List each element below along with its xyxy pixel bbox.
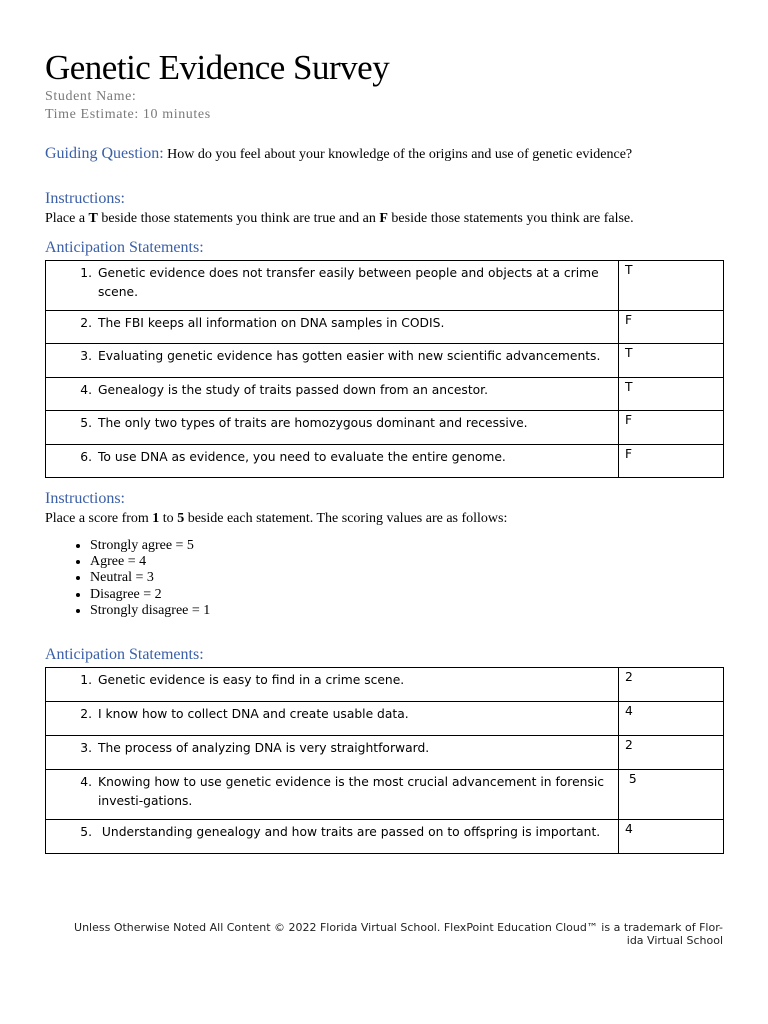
table-row: 4. Knowing how to use genetic evidence is the most crucial advancement in forensic investi-gations. 5 <box>46 770 724 820</box>
guiding-question <box>45 145 632 163</box>
anticipation-heading-2: Anticipation Statements: <box>45 646 204 663</box>
anticipation-heading-1: Anticipation Statements: <box>45 239 204 256</box>
student-name-label: Student Name: <box>45 89 137 104</box>
statement-text: Understanding genealogy and how traits are passed on to offspring is important. <box>98 825 601 839</box>
statement-text: Genetic evidence is easy to find in a crime scene. <box>98 673 405 687</box>
list-item: • Strongly agree = 5 <box>90 538 210 554</box>
guiding-question-label: Guiding Question: <box>45 145 164 162</box>
false-marker: F <box>379 211 388 226</box>
statement-text: Knowing how to use genetic evidence is the most crucial advancement in forensic investi-gations. <box>98 775 605 808</box>
answer-cell[interactable]: T <box>619 344 724 378</box>
table-row: 1. Genetic evidence is easy to find in a crime scene. 2 <box>46 668 724 702</box>
true-marker: T <box>88 211 98 226</box>
score-cell[interactable]: 5 <box>619 770 724 820</box>
list-item: • Disagree = 2 <box>90 587 210 603</box>
answer-cell[interactable]: T <box>619 261 724 311</box>
table-row: 5. Understanding genealogy and how traits are passed on to offspring is important. 4 <box>46 820 724 854</box>
list-item: • Agree = 4 <box>90 554 210 570</box>
time-estimate: Time Estimate: 10 minutes <box>45 107 211 122</box>
answer-cell[interactable]: T <box>619 378 724 411</box>
guiding-question-text: How do you feel about your knowledge of the origins and use of genetic evidence? <box>163 147 633 162</box>
answer-cell[interactable]: F <box>619 411 724 445</box>
statement-text: Genealogy is the study of traits passed down from an ancestor. <box>98 383 489 397</box>
score-cell[interactable]: 4 <box>619 702 724 736</box>
page-title: Genetic Evidence Survey <box>45 48 390 87</box>
footer-copyright: Unless Otherwise Noted All Content © 2022 Florida Virtual School. FlexPoint Education Cloud™ is a trademark of Flor- ida Virtual School <box>74 921 723 947</box>
list-item: • Strongly disagree = 1 <box>90 603 210 619</box>
table-row: 4. Genealogy is the study of traits passed down from an ancestor. T <box>46 378 724 411</box>
statement-text: Evaluating genetic evidence has gotten easier with new scientific advancements. <box>98 349 601 363</box>
table-row: 6. To use DNA as evidence, you need to evaluate the entire genome. F <box>46 445 724 478</box>
table-row: 2. The FBI keeps all information on DNA samples in CODIS. F <box>46 311 724 344</box>
statement-text: Genetic evidence does not transfer easily between people and objects at a crime scene. <box>98 266 599 299</box>
score-cell[interactable]: 2 <box>619 736 724 770</box>
statement-text: The only two types of traits are homozygous dominant and recessive. <box>98 416 528 430</box>
table-row: 1. Genetic evidence does not transfer easily between people and objects at a crime scene. T <box>46 261 724 311</box>
statement-text: The FBI keeps all information on DNA samples in CODIS. <box>98 316 445 330</box>
list-item: • Neutral = 3 <box>90 570 210 586</box>
instructions-heading-2: Instructions: <box>45 490 125 507</box>
table-row: 3. The process of analyzing DNA is very straightforward. 2 <box>46 736 724 770</box>
table-row: 3. Evaluating genetic evidence has gotten easier with new scientific advancements. T <box>46 344 724 378</box>
statement-text: To use DNA as evidence, you need to evaluate the entire genome. <box>98 450 506 464</box>
table-row: 2. I know how to collect DNA and create usable data. 4 <box>46 702 724 736</box>
true-false-table <box>45 260 724 478</box>
score-cell[interactable]: 2 <box>619 668 724 702</box>
table-row: 5. The only two types of traits are homozygous dominant and recessive. F <box>46 411 724 445</box>
score-cell[interactable]: 4 <box>619 820 724 854</box>
statement-text: I know how to collect DNA and create usable data. <box>98 707 409 721</box>
answer-cell[interactable]: F <box>619 311 724 344</box>
instructions-text-1: Place a T beside those statements you think are true and an F beside those statements you think are false. <box>45 211 634 226</box>
instructions-heading-1: Instructions: <box>45 190 125 207</box>
scoring-scale-list <box>45 538 210 619</box>
score-table <box>45 667 724 854</box>
instructions-text-2: Place a score from 1 to 5 beside each statement. The scoring values are as follows: <box>45 511 508 526</box>
statement-text: The process of analyzing DNA is very straightforward. <box>98 741 430 755</box>
answer-cell[interactable]: F <box>619 445 724 478</box>
